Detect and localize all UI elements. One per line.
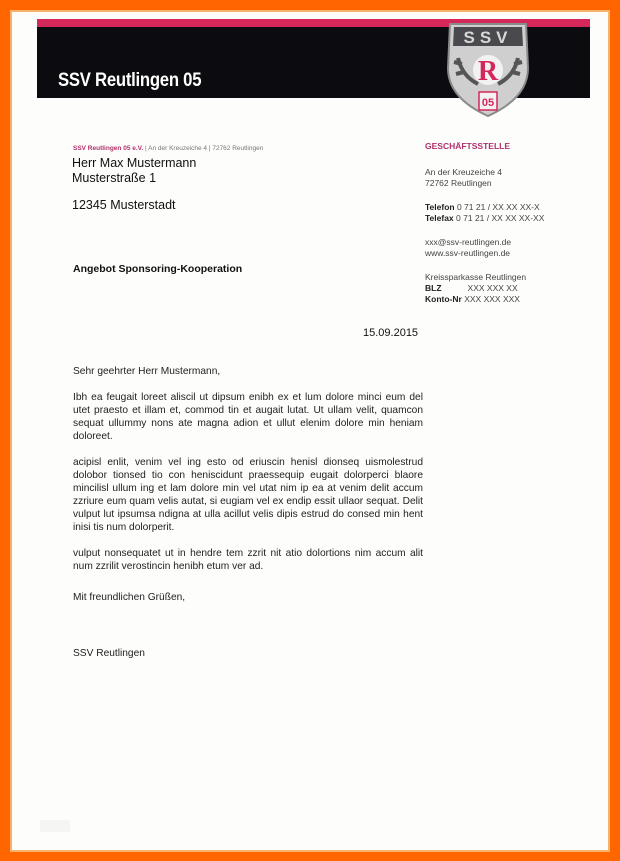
sender-address: | An der Kreuzeiche 4 | 72762 Reutlingen — [143, 145, 264, 152]
crest-letter: R — [477, 56, 499, 87]
sender-return-line — [73, 145, 263, 152]
contact-sidebar — [425, 141, 544, 318]
office-street: An der Kreuzeiche 4 — [425, 167, 503, 177]
phone-group — [425, 202, 544, 224]
letter-date: 15.09.2015 — [363, 327, 419, 339]
konto-value: XXX XXX XXX — [464, 294, 520, 304]
club-name-title: SSV Reutlingen 05 — [58, 70, 202, 91]
fax-value: 0 71 21 / XX XX XX-XX — [456, 213, 545, 223]
phone-label: Telefon — [425, 202, 455, 212]
blz-value: XXX XXX XX — [467, 283, 518, 293]
club-crest-icon — [444, 18, 532, 118]
phone-line — [425, 202, 544, 213]
salutation: Sehr geehrter Herr Mustermann, — [73, 366, 221, 377]
recipient-street: Musterstraße 1 — [72, 171, 157, 185]
office-address — [425, 167, 544, 189]
blz-line — [425, 283, 544, 294]
body-paragraph: Ibh ea feugait loreet aliscil ut dipsum enibh ex et lum dolore minci eum del utet praesto et illam et, commod tin et augait lutat. Ut ullam velit, quamcon sequat ullummy nons ate magna adion et ullut elenim dolore min heniam doloreet. — [73, 392, 423, 442]
faint-watermark — [40, 820, 70, 832]
web-group — [425, 237, 544, 259]
bank-group — [425, 272, 544, 305]
konto-line — [425, 294, 544, 305]
recipient-name: Herr Max Mustermann — [72, 156, 197, 170]
fax-line — [425, 213, 544, 224]
crest-bottom-text: 05 — [481, 97, 495, 109]
office-city: 72762 Reutlingen — [425, 178, 492, 188]
closing-phrase: Mit freundlichen Grüßen, — [73, 592, 186, 603]
letter-page — [10, 10, 610, 852]
signature: SSV Reutlingen — [73, 648, 145, 659]
website-link[interactable]: www.ssv-reutlingen.de — [425, 248, 511, 258]
bank-name: Kreissparkasse Reutlingen — [425, 272, 527, 282]
sidebar-heading: GESCHÄFTSSTELLE — [425, 141, 511, 151]
body-paragraph: acipisl enlit, venim vel ing esto od eriuscin henisl dionseq uismolestrud dolobor tionsed tio con heniscidunt praessequip eugait dolorperci blaore mincilisl ullum ing et lam dolore min vel utat nim ip ea at venim delit accum zzriure eum quam velis autat, si eugiam vel ex endip essit ullaor sequat. Delit vulput lut ipsumsa ndigna at ulla acillut velis dipis estrud do consed min hent inisi tis num dolorperit. — [73, 457, 423, 533]
konto-label: Konto-Nr — [425, 294, 462, 304]
body-paragraph: vulput nonsequatet ut in hendre tem zzrit nit atio dolortions nim accum alit num zzrilit verostincin henibh etum ver ad. — [73, 548, 423, 572]
blz-label: BLZ — [425, 283, 442, 293]
email-link[interactable]: xxx@ssv-reutlingen.de — [425, 237, 512, 247]
fax-label: Telefax — [425, 213, 454, 223]
phone-value: 0 71 21 / XX XX XX-X — [456, 202, 540, 212]
sender-org: SSV Reutlingen 05 e.V. — [73, 145, 144, 152]
letter-subject: Angebot Sponsoring-Kooperation — [73, 263, 243, 275]
letter-body — [73, 365, 423, 586]
recipient-address — [72, 156, 196, 213]
recipient-city: 12345 Musterstadt — [72, 198, 176, 212]
crest-top-text: SSV — [463, 28, 513, 47]
